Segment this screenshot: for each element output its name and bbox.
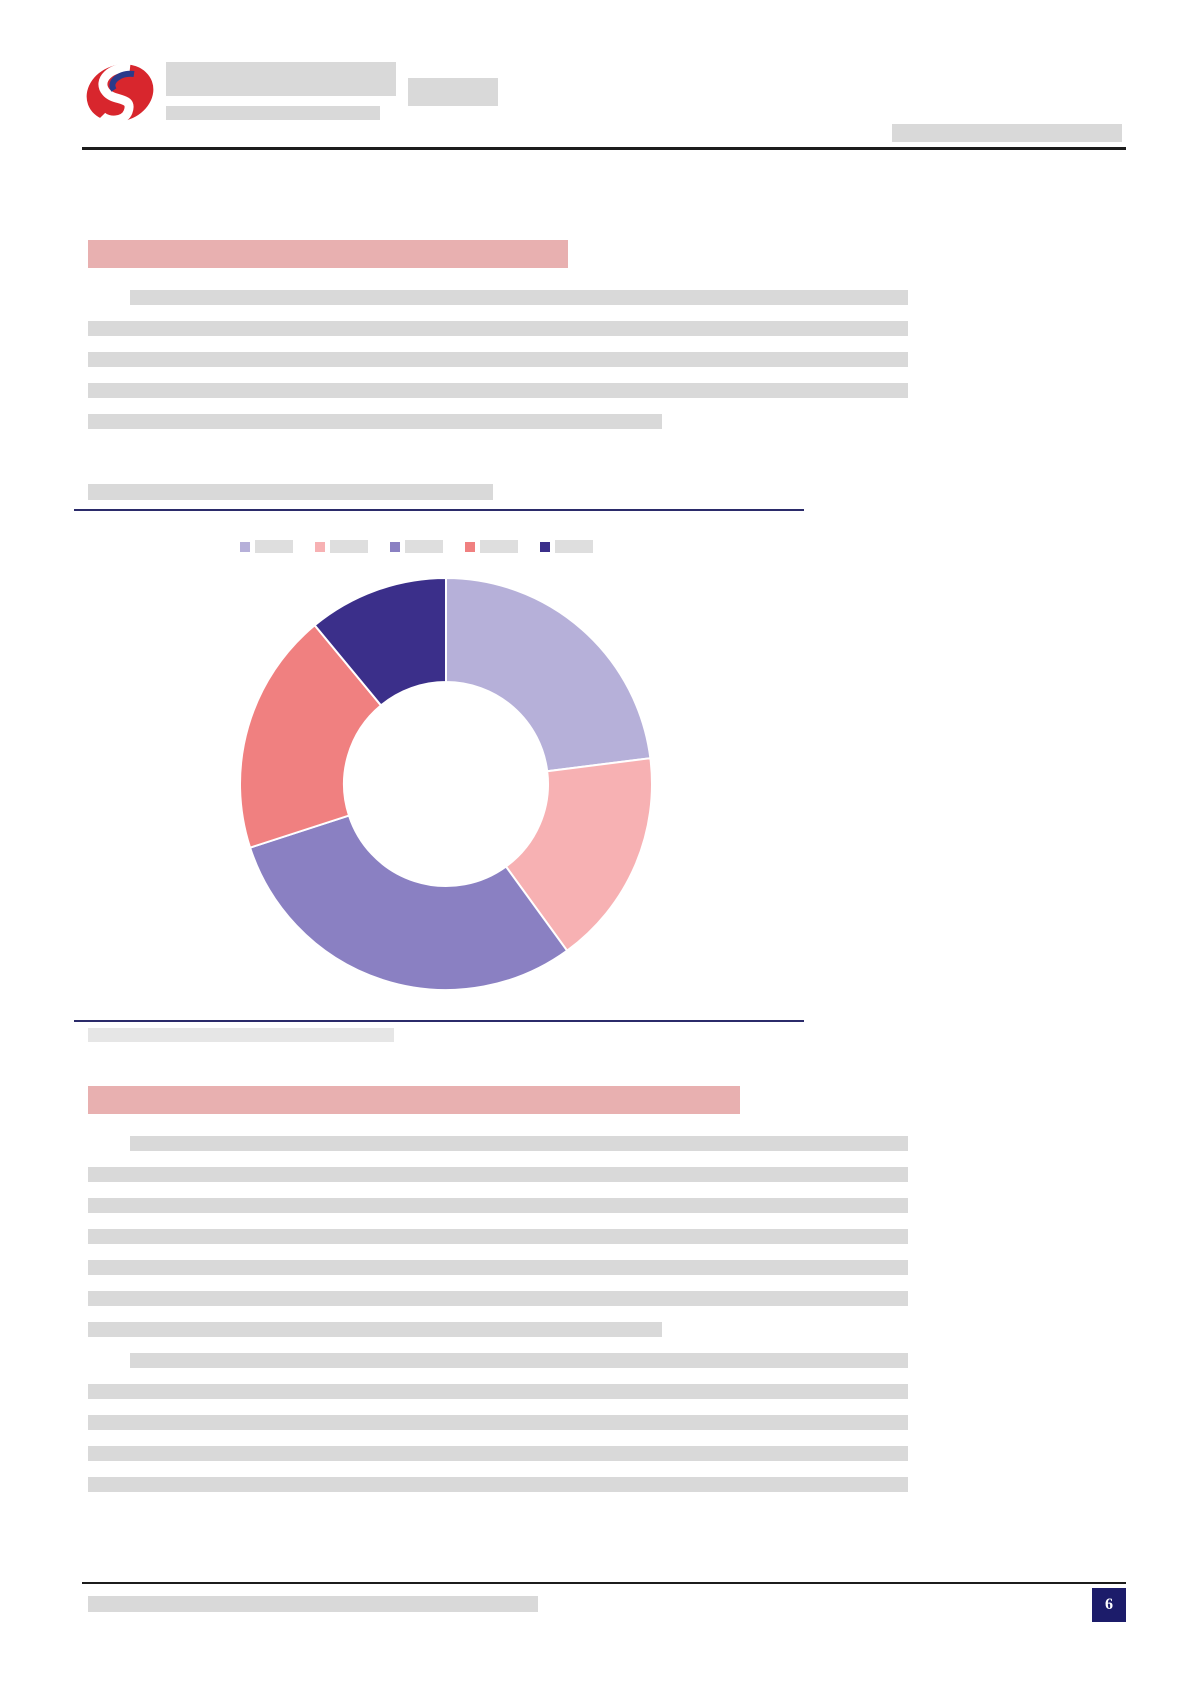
section-4-body	[88, 1136, 908, 1508]
legend-item	[240, 540, 293, 553]
figure-source	[88, 1028, 394, 1042]
footer-disclaimer	[88, 1596, 538, 1612]
donut-chart	[230, 568, 662, 1000]
legend-item	[465, 540, 518, 553]
figure-rule-bottom	[74, 1020, 804, 1022]
donut-slice	[446, 578, 650, 771]
footer-rule	[82, 1582, 1126, 1584]
figure-rule-top	[74, 509, 804, 511]
section-heading-3	[88, 240, 568, 268]
legend-item	[390, 540, 443, 553]
header-rule	[82, 147, 1126, 150]
chart-legend	[240, 540, 593, 553]
logo-institute	[408, 78, 498, 106]
donut-slice	[250, 816, 567, 990]
section-3-body	[88, 290, 908, 445]
logo-wordmark-en	[166, 106, 380, 120]
section-heading-4	[88, 1086, 740, 1114]
logo-mark	[82, 58, 158, 128]
page-number: 6	[1092, 1588, 1126, 1622]
logo-wordmark-cn	[166, 62, 396, 96]
report-category-tag	[892, 124, 1122, 142]
figure-caption	[88, 484, 493, 500]
legend-item	[315, 540, 368, 553]
legend-item	[540, 540, 593, 553]
